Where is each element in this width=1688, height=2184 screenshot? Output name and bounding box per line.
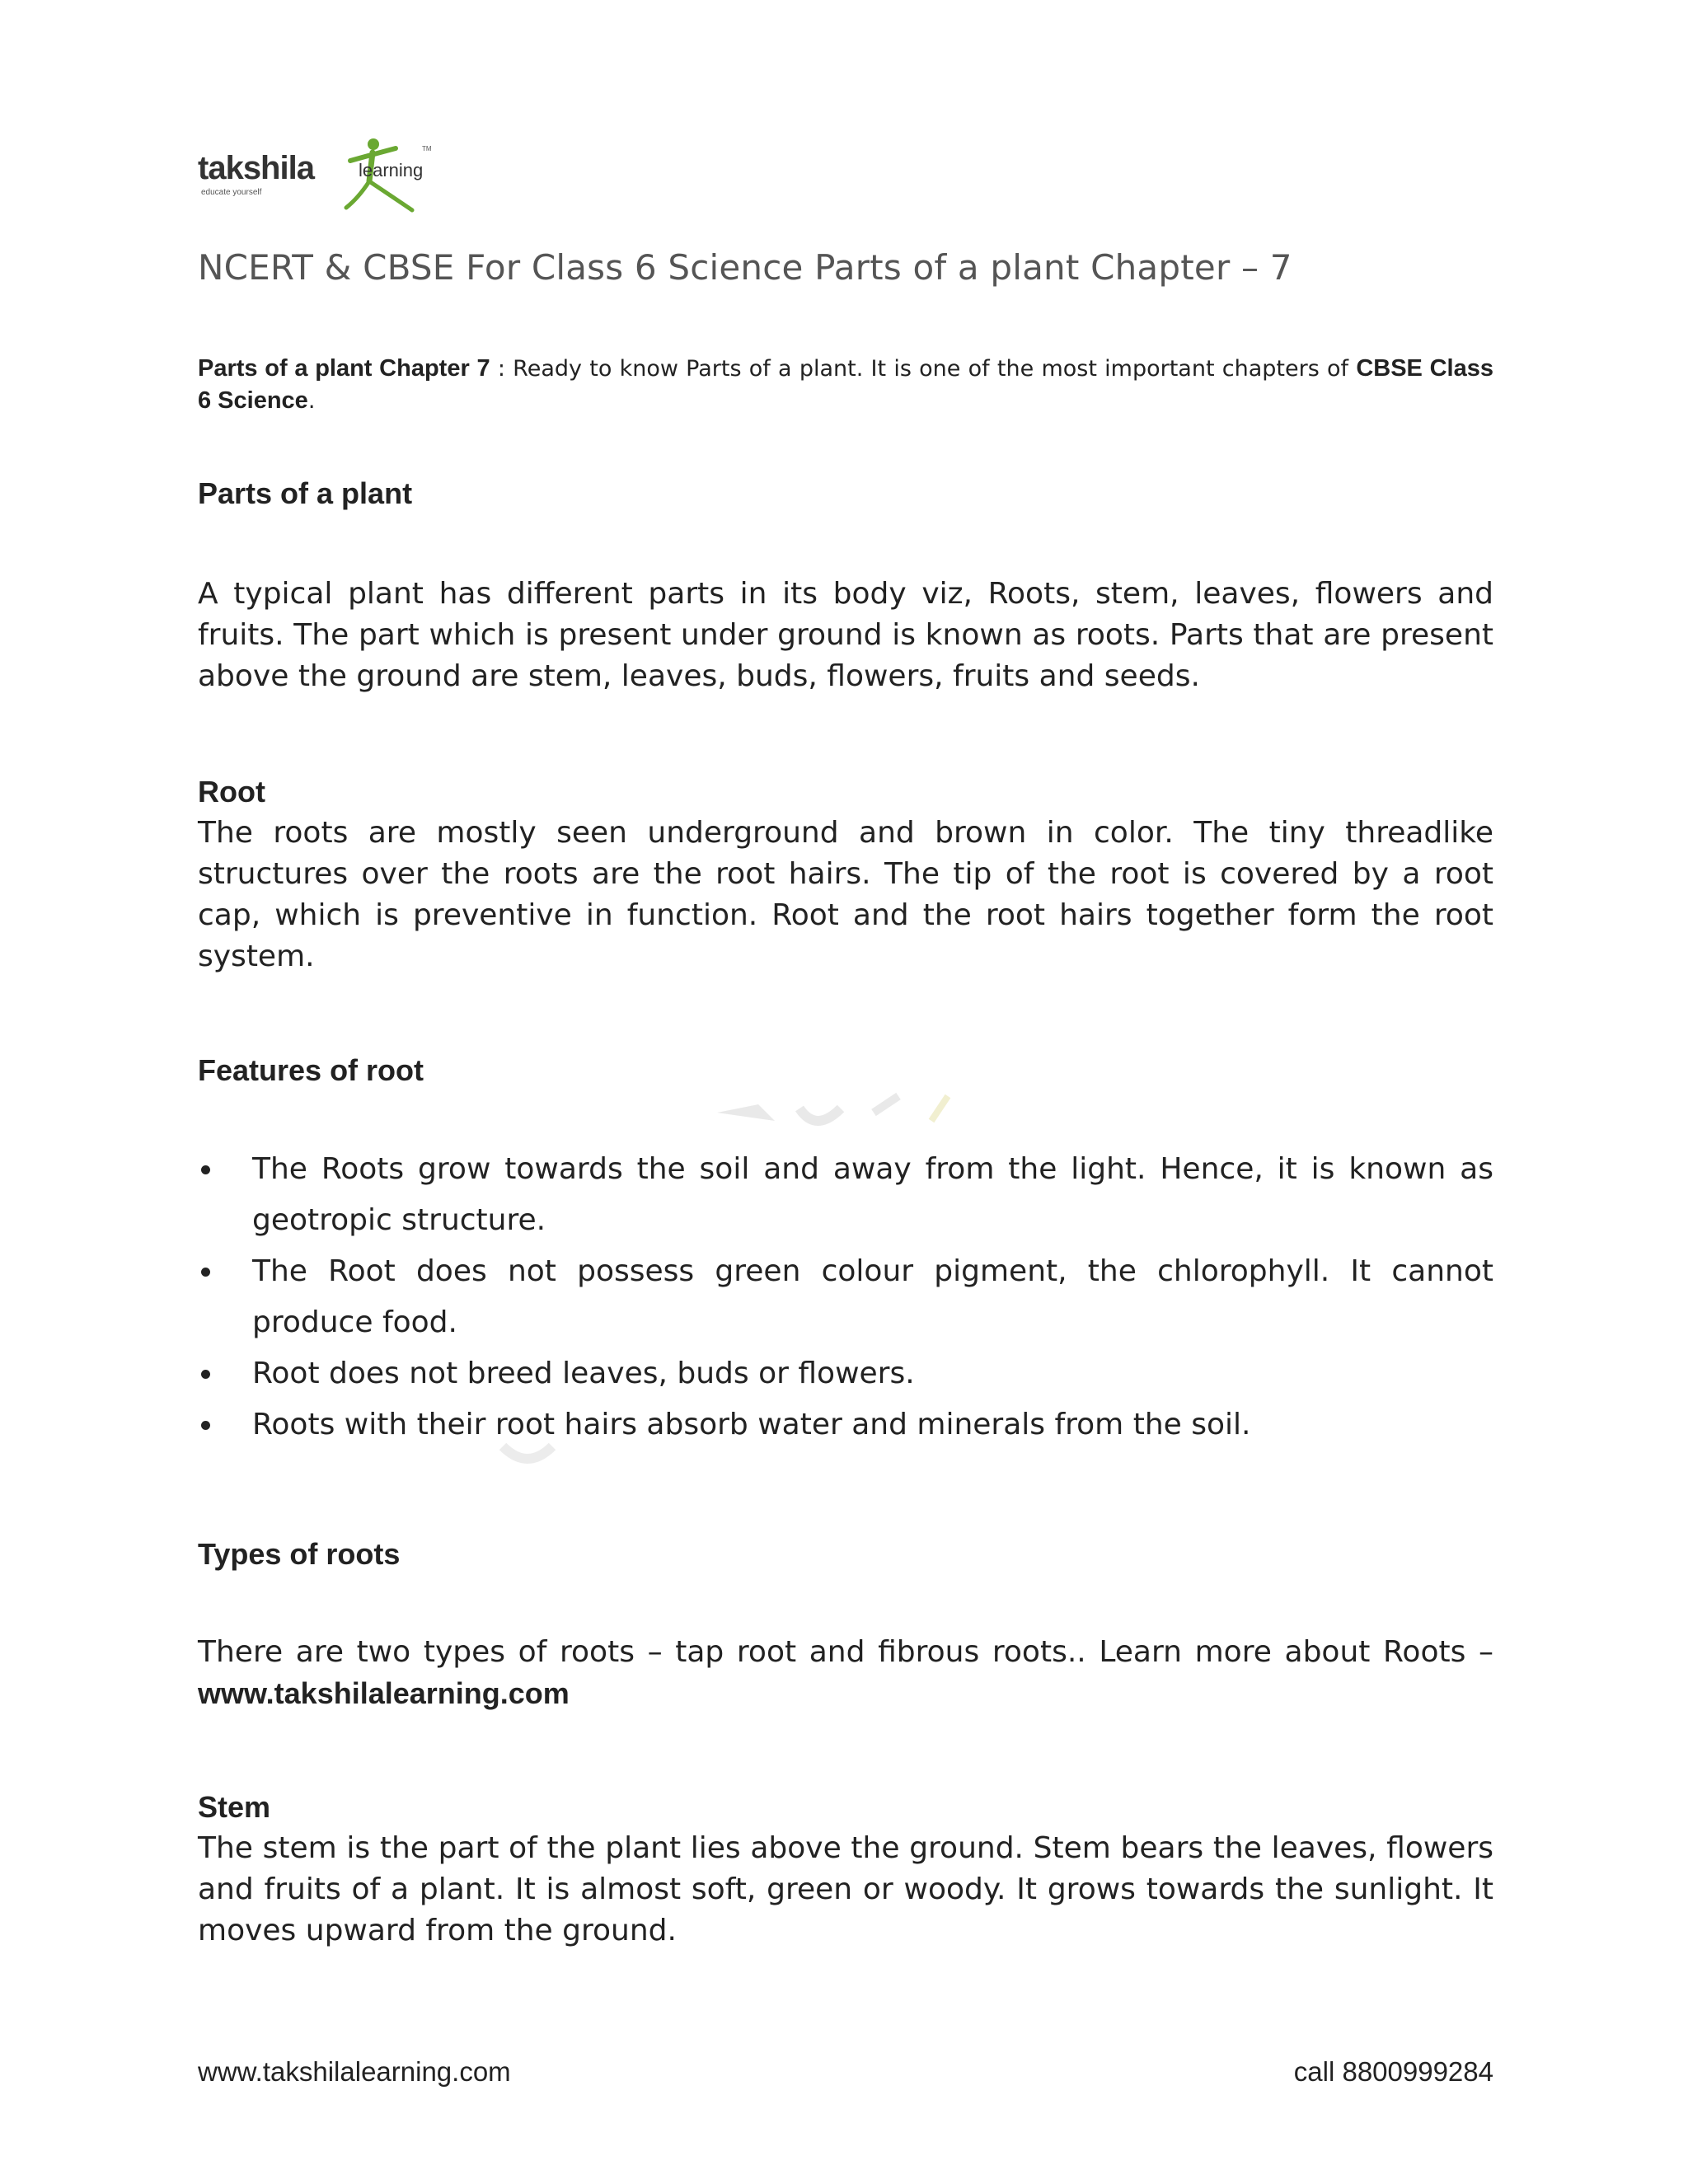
bullet-icon	[201, 1268, 210, 1277]
list-item: Root does not breed leaves, buds or flowers.	[198, 1348, 1493, 1399]
list-item: The Root does not possess green colour pigment, the chlorophyll. It cannot produce food.	[198, 1246, 1493, 1348]
intro-paragraph	[198, 353, 1493, 417]
heading-types-of-roots: Types of roots	[198, 1537, 401, 1571]
intro-bold-lead: Parts of a plant Chapter 7	[198, 355, 490, 382]
para-types-of-roots: There are two types of roots – tap root and fibrous roots.. Learn more about Roots – www.takshilalearning.com	[198, 1635, 1493, 1710]
para-stem: The stem is the part of the plant lies above the ground. Stem bears the leaves, flowers and fruits of a plant. It is almost soft, green or woody. It grows towards the sunlight. It moves upward from the ground.	[198, 1831, 1493, 1947]
heading-root: Root	[198, 775, 265, 808]
logo-suffix: learning	[359, 160, 424, 180]
heading-features-of-root: Features of root	[198, 1053, 424, 1087]
list-item: Roots with their root hairs absorb water and minerals from the soil.	[198, 1399, 1493, 1451]
watermark-icon	[709, 1088, 956, 1137]
types-link[interactable]: www.takshilalearning.com	[198, 1676, 570, 1710]
takshila-logo	[198, 132, 445, 214]
intro-bold-tail: CBSE Class 6 Science	[198, 355, 1493, 414]
heading-parts-of-plant: Parts of a plant	[198, 476, 413, 510]
bullet-icon	[201, 1165, 210, 1174]
para-parts-of-plant: A typical plant has different parts in its body viz, Roots, stem, leaves, flowers and fruits. The part which is present under ground is known as roots. Parts that are present above the ground are stem, leaves, buds, flowers, fruits and seeds.	[198, 577, 1493, 693]
features-list	[198, 1144, 1493, 1451]
logo-tm: TM	[422, 145, 432, 152]
logo-brand: takshila	[198, 150, 314, 186]
page-title: NCERT & CBSE For Class 6 Science Parts of a plant Chapter – 7	[198, 247, 1292, 288]
footer-website-link[interactable]: www.takshilalearning.com	[198, 2056, 511, 2087]
footer-phone: call 8800999284	[1293, 2056, 1493, 2087]
watermark-icon	[495, 1430, 593, 1479]
intro-text: : Ready to know Parts of a plant. It is one of the most important chapters of	[490, 356, 1357, 382]
bullet-icon	[201, 1370, 210, 1379]
para-root: The roots are mostly seen underground and brown in color. The tiny threadlike structures over the roots are the root hairs. The tip of the root is covered by a root cap, which is preventive in function. Root and the root hairs together form the root system.	[198, 816, 1493, 973]
logo-tagline: educate yourself	[201, 188, 262, 197]
heading-stem: Stem	[198, 1790, 271, 1824]
list-item: The Roots grow towards the soil and away from the light. Hence, it is known as geotropic structure.	[198, 1144, 1493, 1246]
bullet-icon	[201, 1421, 210, 1430]
intro-end: .	[307, 388, 316, 414]
